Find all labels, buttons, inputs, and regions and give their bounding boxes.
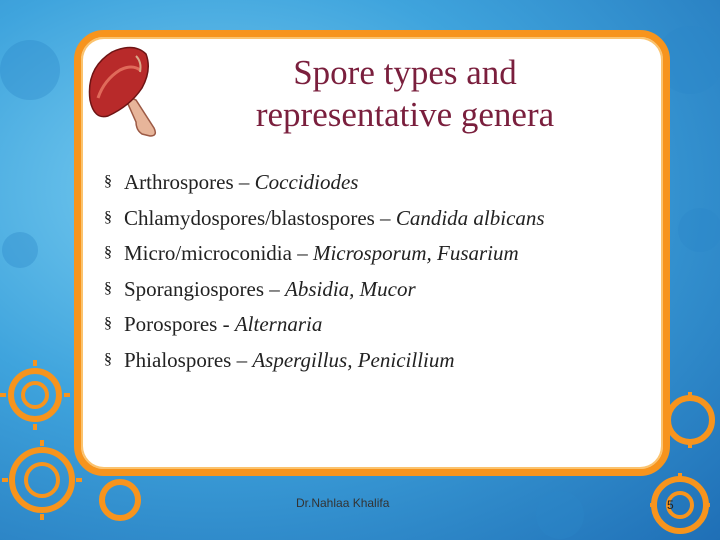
genus-label: Coccidiodes: [254, 170, 359, 194]
list-item: [104, 346, 545, 382]
footer-author: Dr.Nahlaa Khalifa: [296, 496, 390, 510]
slide-number: 5: [667, 498, 674, 512]
bullet-list: [104, 168, 545, 381]
genus-label: Candida albicans: [395, 205, 545, 230]
spore-type-label: Sporangiospores –: [124, 276, 285, 301]
genus-label: Absidia, Mucor: [285, 276, 416, 301]
bullet-marker: §: [104, 208, 112, 226]
list-item: [104, 239, 545, 275]
spore-type-label: Micro/microconidia –: [124, 241, 313, 265]
bullet-marker: §: [104, 350, 112, 368]
list-item: [104, 204, 545, 240]
genus-label: Alternaria: [234, 312, 323, 336]
bullet-marker: §: [104, 279, 112, 297]
bullet-marker: §: [104, 244, 112, 261]
spore-type-label: Porospores -: [124, 312, 235, 336]
spore-type-label: Arthrospores –: [124, 170, 255, 194]
list-item: [104, 310, 545, 346]
list-item: [104, 275, 545, 311]
bullet-marker: §: [104, 315, 112, 332]
bullet-marker: §: [104, 173, 112, 190]
genus-label: Microsporum, Fusarium: [312, 241, 519, 265]
slide-title: Spore types and representative genera: [255, 53, 555, 134]
spore-type-label: Chlamydospores/blastospores –: [124, 205, 396, 230]
spore-type-label: Phialospores –: [124, 347, 253, 372]
mushroom-icon: [84, 40, 184, 140]
list-item: [104, 168, 545, 204]
genus-label: Aspergillus, Penicillium: [252, 347, 455, 372]
